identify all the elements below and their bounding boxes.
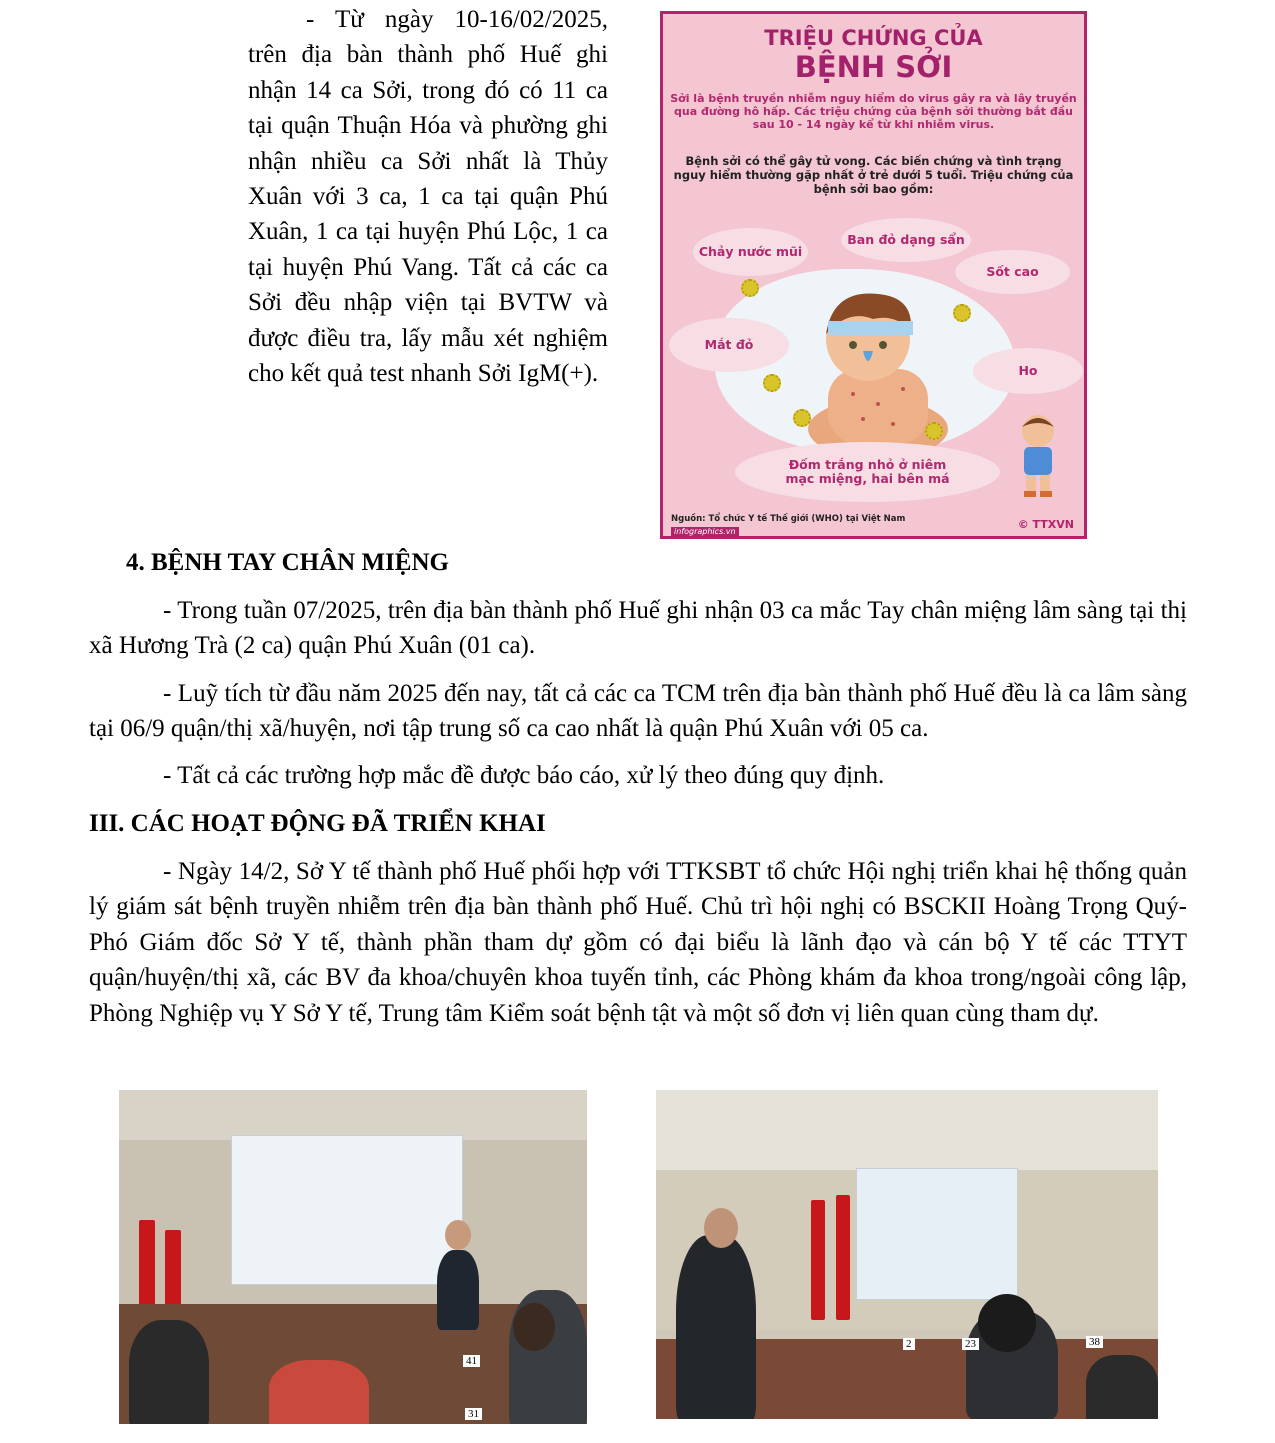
seat-number-23: 23 (962, 1338, 979, 1350)
infographic-title-line1: TRIỆU CHỨNG CỦA (764, 26, 983, 50)
infographic-source: Nguồn: Tổ chức Y tế Thế giới (WHO) tại Việt Nam (671, 514, 906, 524)
hfmd-paragraph-2: - Luỹ tích từ đầu năm 2025 đến nay, tất cả các ca TCM trên địa bàn thành phố Huế đều là ca lâm sàng tại 06/9 quận/thị xã/huyện, nơi tập trung số ca cao nhất là quận Phú Xuân với 05 ca. (89, 680, 1187, 743)
symptom-koplik-spots: Đốm trắng nhỏ ở niêm mạc miệng, hai bên má (735, 442, 1000, 502)
seat-number-38: 38 (1086, 1336, 1103, 1348)
symptom-rash: Ban đỏ dạng sẩn (841, 218, 971, 262)
virus-icon (763, 374, 781, 392)
hfmd-paragraph-1: - Trong tuần 07/2025, trên địa bàn thành phố Huế ghi nhận 03 ca mắc Tay chân miệng lâm sàng tại thị xã Hương Trà (2 ca) quận Phú Xuân (01 ca). (89, 597, 1187, 660)
child-coughing-illustration (1008, 409, 1068, 499)
symptom-red-eyes: Mắt đỏ (669, 318, 789, 372)
virus-icon (741, 279, 759, 297)
conference-photo-2 (656, 1090, 1158, 1419)
activities-paragraph: - Ngày 14/2, Sở Y tế thành phố Huế phối hợp với TTKSBT tổ chức Hội nghị triển khai hệ thống quản lý giám sát bệnh truyền nhiễm trên địa bàn thành phố Huế. Chủ trì hội nghị có BSCKII Hoàng Trọng Quý- Phó Giám đốc Sở Y tế, thành phần tham dự gồm có đại biểu là lãnh đạo và cán bộ Y tế các TTYT quận/huyện/thị xã, các BV đa khoa/chuyên khoa tuyến tỉnh, các Phòng khám đa khoa trong/ngoài công lập, Phòng Nghiệp vụ Y Sở Y tế, Trung tâm Kiểm soát bệnh tật và một số đơn vị liên quan cùng tham dự. (89, 858, 1187, 1027)
measles-paragraph: - Từ ngày 10-16/02/2025, trên địa bàn thành phố Huế ghi nhận 14 ca Sởi, trong đó có 11 ca tại quận Thuận Hóa và phường ghi nhận nhiều ca Sởi nhất là Thủy Xuân với 3 ca, 1 ca tại quận Phú Xuân, 1 ca tại huyện Phú Lộc, 1 ca tại huyện Phú Vang. Tất cả các ca Sởi đều nhập viện tại BVTW và được điều tra, lấy mẫu xét nghiệm cho kết quả test nhanh Sởi IgM(+). (248, 6, 608, 388)
hfmd-heading: 4. BỆNH TAY CHÂN MIỆNG (126, 549, 449, 576)
hfmd-paragraph-3: - Tất cả các trường hợp mắc đề được báo cáo, xử lý theo đúng quy định. (163, 762, 885, 789)
seat-number-41: 41 (463, 1355, 480, 1367)
virus-icon (953, 304, 971, 322)
infographic-site: infographics.vn (671, 527, 739, 536)
infographic-title-line2: BỆNH SỞI (794, 50, 953, 84)
infographic-intro2: Bệnh sởi có thể gây tử vong. Các biến chứng và tình trạng nguy hiểm thường gặp nhất ở trẻ dưới 5 tuổi. Triệu chứng của bệnh sởi bao gồm: (673, 154, 1074, 196)
symptom-high-fever: Sốt cao (955, 250, 1070, 294)
activities-heading: III. CÁC HOẠT ĐỘNG ĐÃ TRIỂN KHAI (89, 810, 546, 837)
symptom-cough: Ho (973, 348, 1083, 394)
symptom-runny-nose: Chảy nước mũi (693, 228, 808, 276)
measles-infographic (660, 11, 1087, 539)
sick-boy-illustration (783, 279, 973, 454)
seat-number-31: 31 (465, 1408, 482, 1420)
ttxvn-logo: © TTXVN (1017, 518, 1074, 531)
conference-photo-1 (119, 1090, 587, 1424)
virus-icon (793, 409, 811, 427)
virus-icon (925, 422, 943, 440)
seat-number-2: 2 (903, 1338, 915, 1350)
infographic-intro: Sởi là bệnh truyền nhiễm nguy hiểm do virus gây ra và lây truyền qua đường hô hấp. Các triệu chứng của bệnh sởi thường bắt đầu sau 10 - 14 ngày kể từ khi nhiễm virus. (670, 92, 1077, 131)
